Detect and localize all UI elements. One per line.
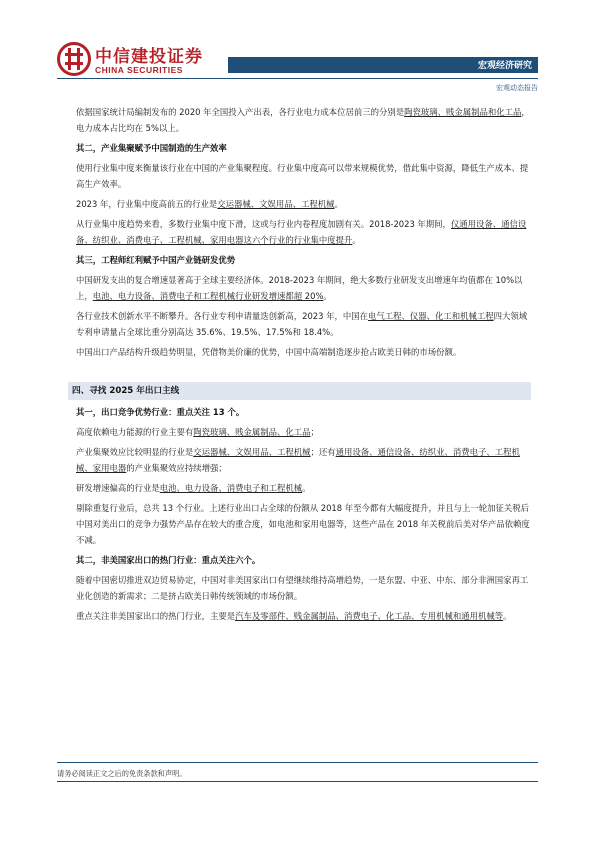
text: 各行业技术创新水平不断攀升。各行业专利申请量迭创新高，2023 年，中国在	[76, 311, 368, 321]
citic-logo-icon	[57, 42, 91, 76]
paragraph	[76, 272, 531, 304]
paragraph	[76, 104, 531, 136]
paragraph	[76, 424, 531, 440]
page-header	[0, 0, 595, 90]
paragraph	[76, 216, 531, 248]
underlined-text: 电池、电力设备、消费电子和工程机械行业研发增速都超 20%	[92, 291, 324, 301]
underlined-text: 电气工程、仪器、化工和机械工程	[367, 311, 494, 321]
paragraph: 随着中国密切推进双边贸易协定，中国对非美国家出口有望继续维持高增趋势，一是东盟、中亚、中东、部分非洲国家再工业化创造的新需求；二是挤占欧美日韩传统领域的市场份额。	[76, 575, 529, 601]
paragraph	[76, 480, 531, 496]
header-bar	[228, 57, 538, 73]
paragraph	[76, 196, 531, 212]
text: ；	[310, 427, 319, 437]
text: ；还有	[310, 447, 336, 457]
brand-name-en: CHINA SECURITIES	[95, 65, 183, 75]
header-divider	[57, 78, 538, 79]
underlined-text: 汽车及零部件、贱金属制品、消费电子、化工品、专用机械和通用机械等	[235, 611, 504, 621]
underlined-text: 仪通用设备、通信设备、纺织业、消费电子、工程机械、家用电器这六个行业的行业集中度提升	[76, 219, 527, 245]
brand-name-cn: 中信建投证券	[95, 47, 203, 67]
section-title: 四、寻找 2025 年出口主线	[72, 386, 180, 396]
paragraph: 使用行业集中度来衡量该行业在中国的产业集聚程度。行业集中度高可以带来规模优势，借此集中资源，降低生产成本、提高生产效率。	[76, 163, 529, 189]
subheading: 其二，非美国家出口的热门行业：重点关注六个。	[76, 555, 261, 565]
paragraph	[76, 444, 531, 476]
text: 的产业集聚效应持续增强；	[126, 463, 227, 473]
footer-divider	[57, 781, 538, 782]
text: 。	[334, 199, 343, 209]
section-heading	[68, 382, 531, 400]
text: 从行业集中度趋势来看，多数行业集中度下滑，这或与行业内卷程度加剧有关。2018-2023 年期间，	[76, 219, 451, 229]
underlined-text: 交运器械、文娱用品、工程机械	[217, 199, 335, 209]
underlined-text: 电池、电力设备、消费电子和工程机械	[159, 483, 303, 493]
text: 依据国家统计局编制发布的 2020 年全国投入产出表，各行业电力成本位居前三的分别是	[76, 107, 405, 117]
spacer	[76, 364, 531, 382]
paragraph: 剔除重复行业后，总共 13 个行业。上述行业出口占全球的份额从 2018 年至今都有大幅度提升，并且与上一轮加征关税后中国对美出口的竞争力强势产品存在较大的重合度，如电池和家用电器等，这些产品在 2018 年关税前后美对华产品依赖度不减。	[76, 503, 530, 545]
disclaimer-note: 请务必阅读正文之后的免责条款和声明。	[57, 769, 187, 778]
report-category: 宏观经济研究	[477, 61, 532, 71]
paragraph	[76, 308, 531, 340]
underlined-text: 通用设备、通信设备、纺织业、消费电子、工程机械、家用电器	[76, 447, 520, 473]
footer-divider	[57, 762, 538, 763]
text: 高度依赖电力能源的行业主要有	[76, 427, 194, 437]
text: ，电力成本占比均在 5%以上。	[76, 107, 530, 133]
underlined-text: 陶瓷玻璃、贱金属制品、化工品	[193, 427, 311, 437]
paragraph	[76, 608, 531, 624]
underlined-text: 交运器械、文娱用品、工程机械	[193, 447, 311, 457]
text: 研发增速偏高的行业是	[76, 483, 160, 493]
text: 。	[302, 483, 311, 493]
underlined-text: 陶瓷玻璃、贱金属制品和化工品	[404, 107, 522, 117]
text: 重点关注非美国家出口的热门行业，主要是	[76, 611, 236, 621]
text: 四大领域专利申请量占全球比重分别高达 35.6%、19.5%、17.5%和 18.4%。	[76, 311, 528, 337]
text: 2023 年，行业集中度高前五的行业是	[76, 199, 218, 209]
text: 中国研发支出的复合增速显著高于全球主要经济体。2018-2023 年期间，绝大多数行业研发支出增速年均值都在 10%以上，	[76, 275, 523, 301]
subheading: 其三，工程师红利赋予中国产业链研发优势	[76, 255, 236, 265]
report-type: 宏观动态报告	[496, 84, 538, 92]
text: 。	[323, 291, 332, 301]
text: 。	[352, 235, 361, 245]
report-body	[72, 104, 531, 628]
subheading: 其一，出口竞争优势行业：重点关注 13 个。	[76, 407, 245, 417]
text: 产业集聚效应比较明显的行业是	[76, 447, 194, 457]
text: 。	[503, 611, 512, 621]
subheading: 其二，产业集聚赋予中国制造的生产效率	[76, 143, 227, 153]
paragraph: 中国出口产品结构升级趋势明显，凭借物美价廉的优势，中国中高端制造逐步抢占欧美日韩的市场份额。	[76, 347, 462, 357]
